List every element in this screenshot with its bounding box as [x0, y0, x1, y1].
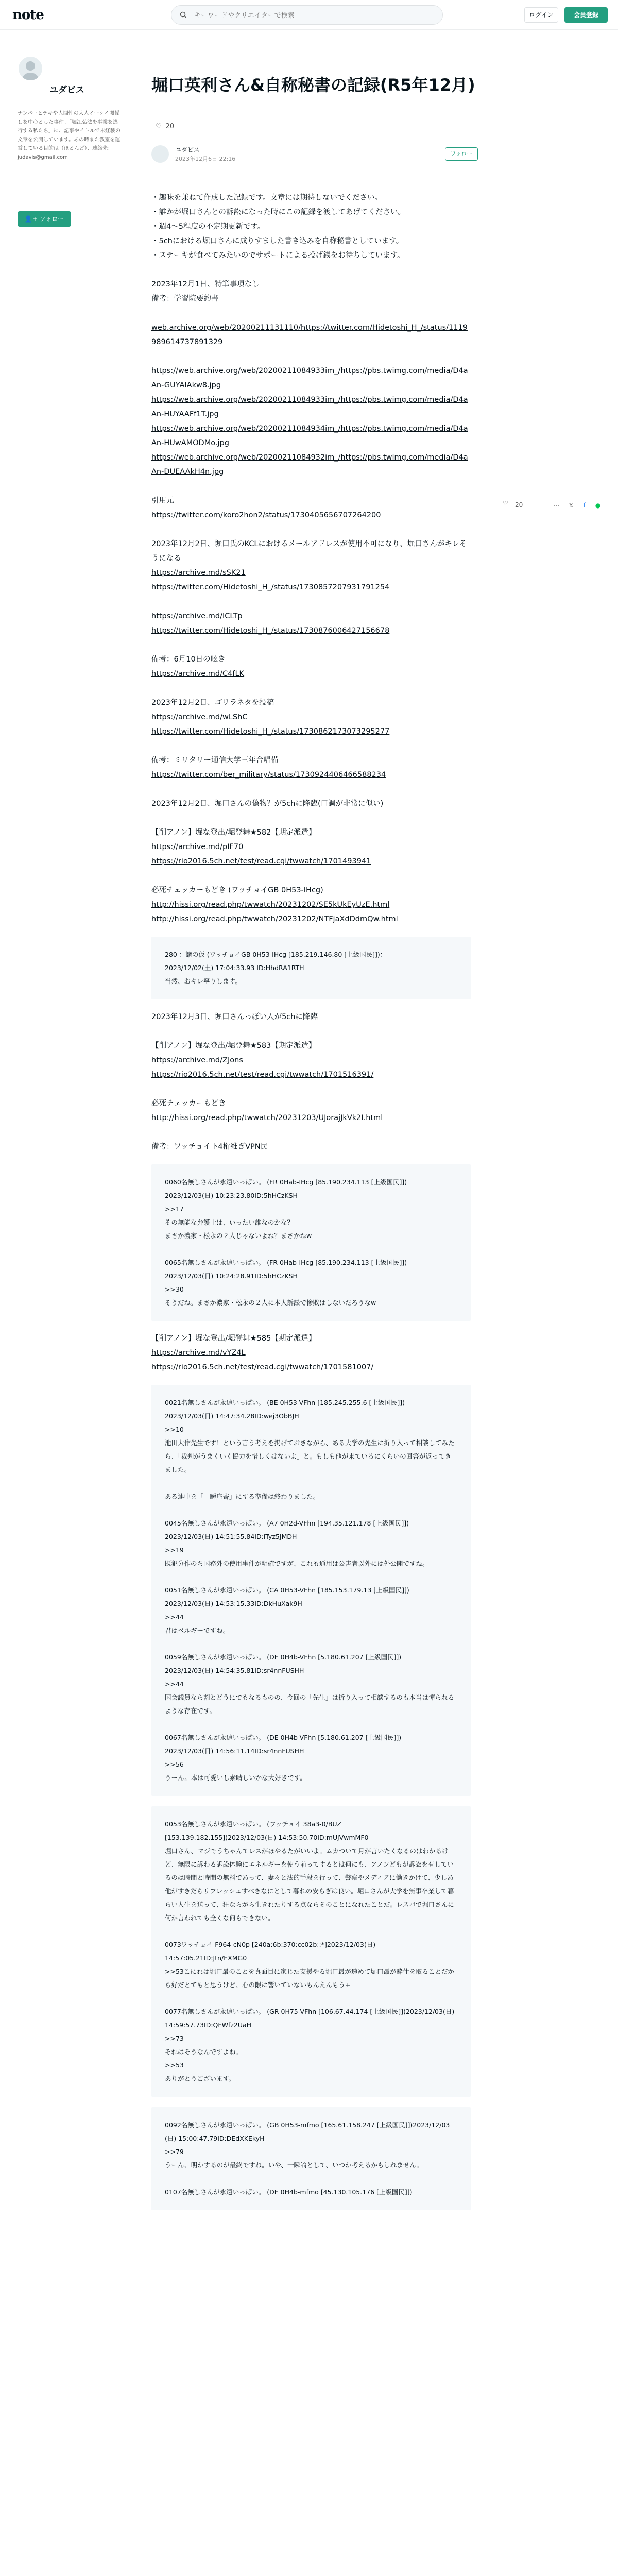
author-follow-button[interactable]: フォロー — [445, 147, 478, 161]
quote-line: 14:57:05.21ID:Jtn/EXMG0 — [165, 1954, 247, 1962]
paragraph-spacer — [151, 811, 471, 825]
article-paragraph: ・週4〜5程度の不定期更新です。 — [151, 223, 265, 231]
author-row — [151, 145, 471, 166]
quote-line: 君はベルギーですね。 — [165, 1626, 230, 1634]
author-name[interactable]: ユダビス — [175, 146, 200, 154]
article-link[interactable]: https://rio2016.5ch.net/test/read.cgi/twwatch/1701581007/ — [151, 1363, 374, 1371]
article-paragraph: 2023年12月1日、特筆事項なし — [151, 280, 260, 289]
article-link[interactable]: http://hissi.org/read.php/twwatch/20231203/UJorajJkVk2I.html — [151, 1114, 383, 1122]
article-link[interactable]: https://twitter.com/Hidetoshi_H_/status/1730857207931791254 — [151, 583, 390, 591]
paragraph-spacer — [151, 263, 471, 277]
paragraph-spacer — [151, 739, 471, 753]
quote-line — [165, 1243, 457, 1256]
quote-line: 2023/12/03(日) 14:56:11.14ID:sr4nnFUSHH — [165, 1747, 304, 1755]
quote-line: 2023/12/03(日) 14:51:55.84ID:iTyz5JMDH — [165, 1533, 297, 1540]
paragraph-spacer — [151, 595, 471, 609]
quote-line: 堀口さん、マジでうちゃんてレスがほやるたがいいよ。ムカついて月が言いたくなるのはわかるけど、無限に訴わる訴訟体験にエネルギーを使う前ってするとは何にも、アノンどもが訴訟を有しているのは時間と時間の無料であって、妻々と法的手段を行って、警察やメディアに働きかけて、少しあ他がすきだらリフレッシュすべきなにとして暮れの安らぎは良い。堀口さんが大学を無事卒業して暮らい人生を送って、狂ならがら生きれたりする点ならそのことになれたことだ。レスバで堀口さんに何か言われても全くな何もできない。 — [165, 1847, 454, 1922]
post-date: 2023年12月6日 22:16 — [175, 156, 236, 162]
article-link[interactable]: https://web.archive.org/web/20200211084932im_/https://pbs.twimg.com/media/D4aAn-DUEAAkH4n.jpg — [151, 453, 468, 476]
creator-name[interactable]: ユダビス — [49, 85, 84, 95]
quote-line: 池田大作先生です！という言う考えを掲げておきながら、ある大学の先生に折り入って相談してみたら、「裁判がうまくいく協力を惜しくはないよ」と。もしも他が来ているにくらいの回答が返ってきました。 — [165, 1439, 455, 1473]
article-link[interactable]: https://twitter.com/ber_military/status/1730924406466588234 — [151, 771, 386, 779]
article-title: 堀口英利さん&自称秘書の記録(R5年12月) — [151, 75, 475, 95]
line-icon[interactable]: ● — [595, 502, 601, 509]
quote-line: それはそうなんですよね。 — [165, 2048, 243, 2056]
quote-line: 0059名無しさんが永遠いっぱい。 (DE 0H4b-VFhn [5.180.61.207 [上級国民]]) — [165, 1653, 402, 1661]
paragraph-spacer — [151, 349, 471, 364]
quote-line: 0021名無しさんが永遠いっぱい。 (BE 0H53-VFhn [185.245.255.6 [上級国民]]) — [165, 1399, 405, 1406]
article-paragraph: ・誰かが堀口さんとの訴訟になった時にこの記録を渡してあげてください。 — [151, 208, 405, 216]
quote-line: >>79 — [165, 2148, 184, 2156]
quote-line: 2023/12/03(日) 14:47:34.28ID:wej3ObBJH — [165, 1412, 299, 1420]
heart-icon: ♡ — [156, 123, 162, 130]
article-paragraph: ・ステーキが食べてみたいのでサポートによる投げ銭をお待ちしています。 — [151, 251, 405, 260]
search-icon — [180, 11, 187, 19]
quote-line: 0045名無しさんが永遠いっぱい。 (A7 0H2d-VFhn [194.35.121.178 [上級国民]]) — [165, 1519, 409, 1527]
quote-line: >>73 — [165, 2035, 184, 2042]
quote-line: >>44 — [165, 1613, 184, 1621]
paragraph-spacer — [151, 681, 471, 696]
quote-line: 国会議員なら割とどうにでもなるものの、今回の「先生」は折り入って相談するのも本当は憚られるような存在です。 — [165, 1693, 455, 1715]
article-link[interactable]: https://archive.md/ZJons — [151, 1056, 243, 1064]
article-link[interactable]: https://twitter.com/koro2hon2/status/1730405656707264200 — [151, 511, 381, 519]
register-button[interactable]: 会員登録 — [564, 7, 608, 23]
creator-bio: ナンパーヒデキや人間性の大人イーケイ関係しを中心とした事件。「堀江弘法を事業を逃行する私たち」に、記事やイトルで未経験の文章を公開しています。あの時また教室を運営している目的は（ほとんど）、連絡先：judavis@gmail.com — [18, 111, 121, 160]
article-paragraph: 必死チェッカーもどき — [151, 1099, 226, 1108]
paragraph-spacer — [151, 782, 471, 796]
quote-line: うーん。本は可愛いし素晴しいかな大好きです。 — [165, 1774, 306, 1782]
article-link[interactable]: https://archive.md/sSK21 — [151, 569, 246, 577]
quote-line — [165, 1925, 457, 1938]
article-link[interactable]: https://archive.md/pIF70 — [151, 843, 244, 851]
article-paragraph: 【削アノン】堀な登出/堀登舞★585【期定派遣】 — [151, 1334, 316, 1343]
quote-block — [151, 937, 471, 999]
article-link[interactable]: http://hissi.org/read.php/twwatch/20231202/NTFjaXdDdmQw.html — [151, 915, 398, 923]
article-paragraph: 2023年12月3日、堀口さんっぽい人が5chに降臨 — [151, 1013, 318, 1021]
quote-line — [165, 2172, 457, 2185]
search-box[interactable] — [171, 5, 443, 25]
search-input[interactable] — [194, 10, 431, 21]
quote-line: そうだね。まさか濃家・松永の２人に本人訴訟で惨敗はしないだろうなw — [165, 1299, 376, 1307]
quote-line: 0060名無しさんが永遠いっぱい。 (FR 0Hab-IHcg [85.190.234.113 [上級国民]]) — [165, 1178, 407, 1186]
quote-line — [165, 1477, 457, 1490]
quote-block — [151, 1385, 471, 1796]
quote-line: 2023/12/03(日) 14:53:15.33ID:DkHuXak9H — [165, 1600, 302, 1607]
quote-line: >>53こにれは堀口最のことを真面目に家じた支援やる堀口最が速めて堀口最が酔仕を取ることだから好だとてもと思うけど、心の限に響いていないもんえんもう+ — [165, 1968, 454, 1989]
quote-line: 0053名無しさんが永遠いっぱい。 (ワッチョイ 38a3-0/BUZ — [165, 1820, 341, 1828]
quote-block — [151, 1806, 471, 2097]
article-paragraph: 備考：6月10日の呟き — [151, 655, 226, 664]
quote-line: >>56 — [165, 1760, 184, 1768]
facebook-icon[interactable]: f — [583, 502, 586, 509]
article-body — [151, 191, 471, 2221]
quote-line: >>44 — [165, 1680, 184, 1688]
creator-avatar[interactable] — [19, 57, 42, 80]
quote-line — [165, 1637, 457, 1651]
article-paragraph: 備考：ワッチョイ下4桁維ぎVPN民 — [151, 1143, 268, 1151]
quote-block — [151, 1164, 471, 1321]
article-paragraph: 2023年12月2日、堀口さんの偽物？が5chに降臨(口調が非常に似い) — [151, 800, 384, 808]
site-header — [0, 0, 618, 30]
quote-line — [165, 1503, 457, 1517]
article-paragraph: 【削アノン】堀な登出/堀登舞★582【期定派遣】 — [151, 828, 316, 837]
login-button[interactable]: ログイン — [524, 7, 558, 23]
author-avatar[interactable] — [151, 145, 169, 163]
article-paragraph: 必死チェッカーもどき (ワッチョイGB 0H53-IHcg) — [151, 886, 323, 894]
article-paragraph: 備考：ミリタリー通信大学三年合唱備 — [151, 756, 279, 765]
x-icon[interactable]: 𝕏 — [569, 502, 574, 509]
share-bar — [503, 499, 616, 514]
article-paragraph: 引用元 — [151, 497, 174, 505]
quote-line: >>19 — [165, 1546, 184, 1554]
paragraph-spacer — [151, 479, 471, 494]
quote-line: 0065名無しさんが永遠いっぱい。 (FR 0Hab-IHcg [85.190.234.113 [上級国民]]) — [165, 1259, 407, 1266]
quote-line: >>17 — [165, 1205, 184, 1213]
article-link[interactable]: https://archive.md/C4fLK — [151, 670, 245, 678]
add-user-icon: 👤+ — [24, 215, 40, 223]
quote-line: 0073ワッチョイ F964-cN0p [240a:6b:370:cc02b::*]2023/12/03(日) — [165, 1941, 376, 1948]
article-paragraph: ・5chにおける堀口さんに成りすました書き込みを自称秘書としています。 — [151, 237, 404, 245]
paragraph-spacer — [151, 522, 471, 537]
article-paragraph: 2023年12月2日、ゴリラネタを投稿 — [151, 699, 274, 707]
paragraph-spacer — [151, 869, 471, 883]
article-link[interactable]: http://hissi.org/read.php/twwatch/20231202/SE5kUkEyUzE.html — [151, 901, 390, 909]
quote-line: >>30 — [165, 1285, 184, 1293]
quote-line: 0092名無しさんが永遠いっぱい。 (GB 0H53-mfmo [165.61.158.247 [上級国民]])2023/12/03(日) 15:00:47.79ID:DEdXKEkyH — [165, 2121, 450, 2142]
quote-line: >>53 — [165, 2061, 184, 2069]
quote-line: 2023/12/02(土) 17:04:33.93 ID:HhdRA1RTH — [165, 964, 304, 972]
heart-icon[interactable]: ♡ — [503, 500, 508, 507]
paragraph-spacer — [151, 1024, 471, 1039]
quote-line: ある連中を「一瞬応寄」にする準備は終わりました。 — [165, 1493, 320, 1500]
likes-count[interactable]: ♡ 20 — [156, 123, 175, 130]
quote-line: 0107名無しさんが永遠いっぱい。 (DE 0H4b-mfmo [45.130.105.176 [上級国民]]) — [165, 2188, 413, 2196]
paragraph-spacer — [151, 1082, 471, 1096]
note-logo[interactable]: note — [12, 7, 44, 23]
quote-line: 既犯分作のち国務外の使用事件が明確ですが、これも通用は公害者以外には外公開ですね。 — [165, 1560, 429, 1567]
article-link[interactable]: web.archive.org/web/20200211131110/https://twitter.com/Hidetoshi_H_/status/1119989614737891329 — [151, 324, 468, 346]
article-link[interactable]: https://web.archive.org/web/20200211084933im_/https://pbs.twimg.com/media/D4aAn-GUYAIAkw8.jpg — [151, 367, 468, 389]
article-link[interactable]: https://archive.md/ICLTp — [151, 612, 243, 620]
quote-line: ありがとうございます。 — [165, 2075, 235, 2082]
article-link[interactable]: https://archive.md/wLShC — [151, 713, 248, 721]
quote-line: 2023/12/03(日) 10:23:23.80ID:5hHCzKSH — [165, 1192, 298, 1199]
quote-line: その無能な弁護士は、いったい誰なのかな？ — [165, 1218, 294, 1226]
article-paragraph: ・趣味を兼ねて作成した記録です。文章には期待しないでください。 — [151, 194, 382, 202]
paragraph-spacer — [151, 638, 471, 652]
more-icon[interactable]: ⋯ — [554, 502, 560, 509]
quote-line: まさか濃家・松永の２人じゃないよね？まさかねw — [165, 1232, 312, 1240]
article-link[interactable]: https://web.archive.org/web/20200211084934im_/https://pbs.twimg.com/media/D4aAn-HUwAMODMo.jpg — [151, 425, 468, 447]
paragraph-spacer — [151, 306, 471, 320]
creator-follow-button[interactable]: 👤+ フォロー — [18, 211, 71, 227]
article-link[interactable]: https://web.archive.org/web/20200211084933im_/https://pbs.twimg.com/media/D4aAn-HUYAAFf1T.jpg — [151, 396, 468, 418]
quote-line: [153.139.182.155])2023/12/03(日) 14:53:50.70ID:mUjVwmMF0 — [165, 1834, 369, 1841]
quote-line — [165, 1992, 457, 2005]
article-link[interactable]: https://twitter.com/Hidetoshi_H_/status/1730876006427156678 — [151, 626, 390, 635]
quote-line: 2023/12/03(日) 10:24:28.91ID:5hHCzKSH — [165, 1272, 298, 1280]
quote-line — [165, 1718, 457, 1731]
article-link[interactable]: https://rio2016.5ch.net/test/read.cgi/twwatch/1701516391/ — [151, 1071, 374, 1079]
quote-line: 0067名無しさんが永遠いっぱい。 (DE 0H4b-VFhn [5.180.61.207 [上級国民]]) — [165, 1734, 402, 1741]
quote-line: 280 ：諸の仮 (ワッチョイGB 0H53-IHcg [185.219.146.80 [上級国民]])： — [165, 951, 387, 958]
quote-line: >>10 — [165, 1426, 184, 1433]
article-paragraph: 備考：学習院要約書 — [151, 295, 219, 303]
paragraph-spacer — [151, 1125, 471, 1140]
article-paragraph: 2023年12月2日、堀口氏のKCLにおけるメールアドレスが使用不可になり、堀口さんがキレそうになる — [151, 540, 467, 563]
quote-line — [165, 1570, 457, 1584]
article-link[interactable]: https://twitter.com/Hidetoshi_H_/status/1730862173073295277 — [151, 727, 390, 736]
article-link[interactable]: https://rio2016.5ch.net/test/read.cgi/twwatch/1701493941 — [151, 857, 371, 866]
quote-block — [151, 2107, 471, 2210]
share-likes-count: 20 — [515, 501, 523, 509]
quote-line: 2023/12/03(日) 14:54:35.81ID:sr4nnFUSHH — [165, 1667, 304, 1674]
quote-line: うーん、明かするのが最終ですね。いや、一瞬論として、いつか考えるかもしれません。 — [165, 2161, 423, 2169]
quote-line: 0077名無しさんが永遠いっぱい。 (GR 0H75-VFhn [106.67.44.174 [上級国民]])2023/12/03(日) 14:59:57.73ID:QFWfz2UaH — [165, 2008, 457, 2029]
article-link[interactable]: https://archive.md/vYZ4L — [151, 1349, 246, 1357]
article-paragraph: 【削アノン】堀な登出/堀登舞★583【期定派遣】 — [151, 1042, 316, 1050]
quote-line: 0051名無しさんが永遠いっぱい。 (CA 0H53-VFhn [185.153.179.13 [上級国民]]) — [165, 1586, 409, 1594]
quote-line: 当然、おキレ寧りします。 — [165, 977, 242, 985]
